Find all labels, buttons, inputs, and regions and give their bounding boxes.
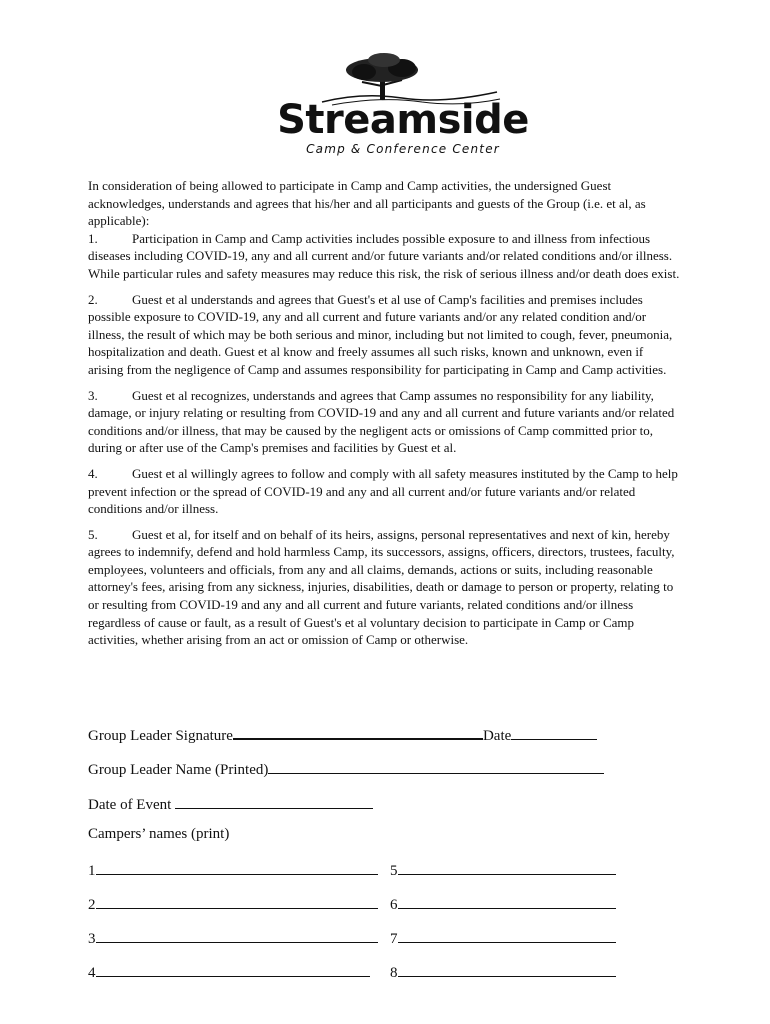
clause-text: Guest et al understands and agrees that Guest's et al use of Camp's facilities and premises includes possible exposure to COVID-19, any and all current and future variants and/or any related condition and/or illness, the result of which may be both serious and minor, including but not limited to cough, fever, pneumonia, hospitalization and death. Guest et al know and freely assumes all such risks, known and unknown, even if arising from the negligence of Camp and assumes responsibility for participating in Camp and Camp activities. — [88, 291, 673, 377]
camper-field[interactable] — [398, 894, 616, 909]
event-date-row — [88, 794, 373, 814]
camper-line-7: 7 — [390, 928, 616, 948]
name-label: Group Leader Name (Printed) — [88, 762, 269, 778]
clause-text: Guest et al, for itself and on behalf of its heirs, assigns, personal representatives and next of kin, hereby agrees to indemnify, defend and hold harmless Camp, its successors, assigns, officers, directors, trustees, faculty, employees, volunteers and officials, from any and all claims, demands, actions or suits, including reasonable attorney's fees, arising from any sickness, injuries, disabilities, death or damage to person or property, relating to or resulting from COVID-19 and any and all current and future variants, related conditions and/or illness regardless of cause or fault, as a result of Guest's et al voluntary decision to participate in Camp or Camp activities, whether arising from an act or omission of Camp or otherwise. — [88, 526, 675, 648]
camper-field[interactable] — [96, 962, 370, 977]
clause-4 — [88, 465, 680, 518]
camper-field[interactable] — [96, 928, 378, 943]
clause-5 — [88, 526, 680, 649]
clause-number: 1. — [88, 230, 98, 246]
clause-number: 5. — [88, 526, 98, 542]
logo-name: Streamside — [277, 97, 529, 143]
name-field[interactable] — [268, 759, 604, 774]
clause-2 — [88, 291, 680, 379]
clause-number: 3. — [88, 387, 98, 403]
logo-tagline: Camp & Conference Center — [306, 142, 500, 156]
signature-row — [88, 724, 597, 745]
camper-field[interactable] — [96, 894, 378, 909]
camper-line-3: 3 — [88, 928, 378, 948]
logo — [262, 52, 544, 162]
date-field[interactable] — [511, 725, 597, 740]
clause-text: Guest et al recognizes, understands and agrees that Camp assumes no responsibility for any liability, damage, or injury relating or resulting from COVID-19 and any and all current and future variants and/or related conditions and/or illness, that may be caused by the negligent acts or omissions of Camp committed prior to, during or after use of the Camp's premises and facilities by Guest et al. — [88, 387, 675, 456]
clause-3 — [88, 387, 680, 457]
intro-paragraph: In consideration of being allowed to participate in Camp and Camp activities, the undersigned Guest acknowledges, understands and agrees that his/her and all participants and guests of the Group (i.e. et al, as applicable): — [88, 178, 646, 229]
camper-line-5: 5 — [390, 860, 616, 880]
date-label: Date — [482, 728, 512, 744]
camper-field[interactable] — [398, 962, 616, 977]
name-row — [88, 759, 604, 779]
camper-field[interactable] — [398, 928, 616, 943]
camper-line-4: 4 — [88, 962, 370, 982]
camper-line-8: 8 — [390, 962, 616, 982]
camper-line-2: 2 — [88, 894, 378, 914]
camper-field[interactable] — [96, 860, 378, 875]
camper-line-6: 6 — [390, 894, 616, 914]
campers-heading: Campers’ names (print) — [88, 826, 230, 842]
signature-field[interactable] — [233, 724, 483, 740]
signature-label: Group Leader Signature — [88, 728, 233, 744]
clause-text: Participation in Camp and Camp activities includes possible exposure to and illness from infectious diseases including COVID-19, any and all current and/or future variants and/or related conditions and/or illness. While particular rules and safety measures may reduce this risk, the risk of serious illness and/or death does exist. — [88, 230, 680, 281]
waiver-text — [88, 177, 680, 657]
clause-number: 2. — [88, 291, 98, 307]
event-date-field[interactable] — [175, 794, 373, 809]
event-date-label: Date of Event — [88, 797, 172, 813]
camper-line-1: 1 — [88, 860, 378, 880]
camper-field[interactable] — [398, 860, 616, 875]
clause-1 — [88, 230, 680, 283]
clause-text: Guest et al willingly agrees to follow and comply with all safety measures instituted by the Camp to help prevent infection or the spread of COVID-19 and any and all current and/or future variants and/or related conditions and/or illness. — [88, 465, 678, 517]
clause-number: 4. — [88, 465, 98, 481]
